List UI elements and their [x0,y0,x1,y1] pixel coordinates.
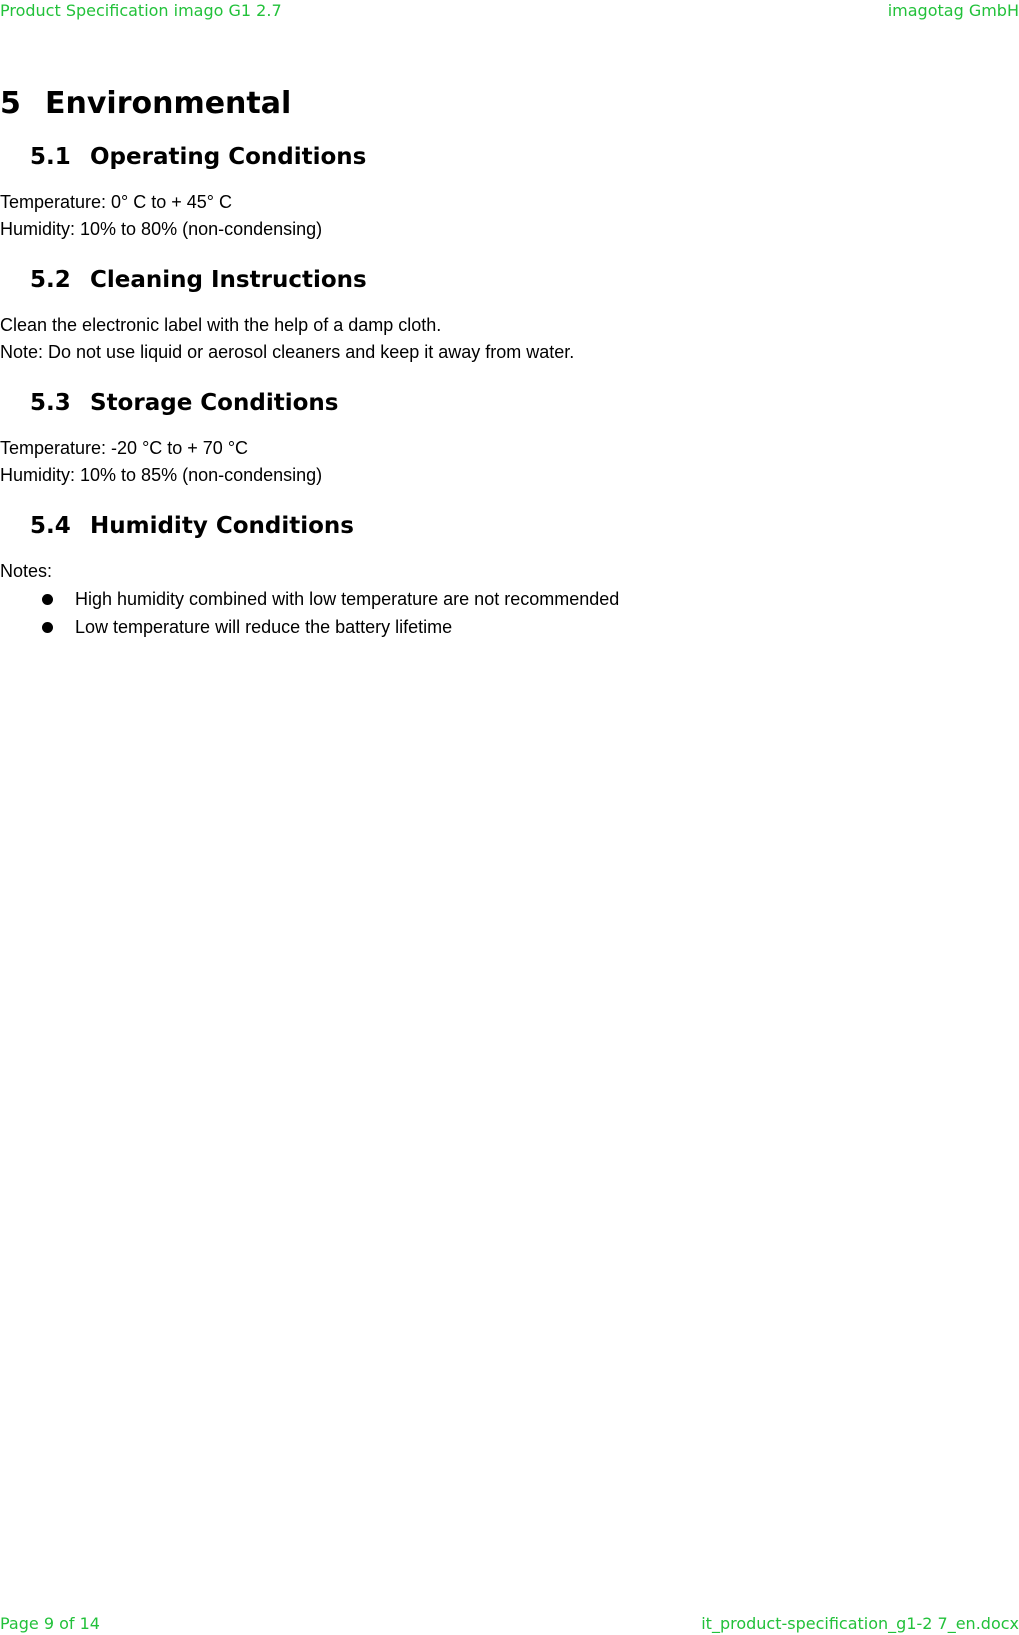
section-title: Humidity Conditions [90,513,354,539]
chapter-heading [0,84,291,124]
section-title: Operating Conditions [90,144,367,170]
section-heading-humidity-conditions [30,511,354,541]
section-number: 5.3 [30,390,71,416]
section-heading-operating-conditions [30,142,366,172]
section-heading-storage-conditions [30,388,338,418]
storage-humidity-text: Humidity: 10% to 85% (non-condensing) [0,465,323,485]
header-document-title: Product Specification imago G1 2.7 [0,1,282,20]
storage-temperature-text: Temperature: -20 °C to + 70 °C [0,438,249,458]
section-title: Storage Conditions [90,390,339,416]
page-footer [0,1613,1019,1635]
header-company-name: imagotag GmbH [887,1,1019,20]
list-item-text: High humidity combined with low temperature are not recommended [75,589,620,609]
footer-file-name: it_product-specification_g1-2 7_en.docx [701,1614,1019,1633]
section-heading-cleaning-instructions [30,265,367,295]
section-title: Cleaning Instructions [90,267,367,293]
bullet-icon [42,622,53,633]
section-number: 5.4 [30,513,71,539]
page-number: Page 9 of 14 [0,1614,100,1633]
section-number: 5.2 [30,267,71,293]
cleaning-instruction-text: Clean the electronic label with the help of a damp cloth. [0,315,442,335]
operating-temperature-text: Temperature: 0° C to + 45° C [0,192,233,212]
operating-humidity-text: Humidity: 10% to 80% (non-condensing) [0,219,323,239]
list-item-text: Low temperature will reduce the battery lifetime [75,617,453,637]
cleaning-note-text: Note: Do not use liquid or aerosol cleaners and keep it away from water. [0,342,575,362]
section-number: 5.1 [30,144,71,170]
notes-label: Notes: [0,561,53,581]
chapter-number: 5 [0,86,21,121]
bullet-icon [42,594,53,605]
chapter-title: Environmental [45,86,292,121]
page-header [0,0,1019,22]
